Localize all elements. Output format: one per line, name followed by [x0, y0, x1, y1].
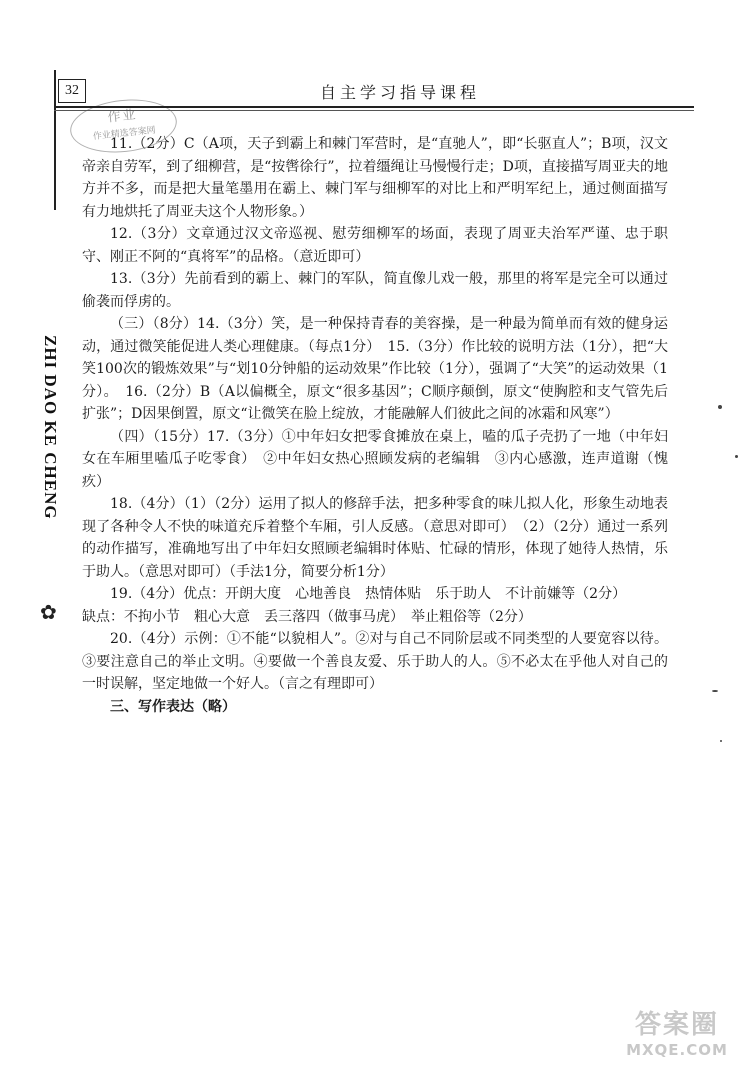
stamp-line-2: 作业精选答案网 [92, 125, 157, 143]
side-vertical-label: ZHI DAO KE CHENG [41, 335, 60, 520]
header-rule-thin [54, 110, 694, 111]
answer-19-strengths: 19.（4分）优点：开朗大度 心地善良 热情体贴 乐于助人 不计前嫌等（2分） [110, 586, 627, 602]
scan-speck [720, 740, 722, 742]
answer-12: 12.（3分）文章通过汉文帝巡视、慰劳细柳军的场面，表现了周亚夫治军严谨、忠于职守、刚正不阿的“真将军”的品格。（意近即可） [82, 226, 668, 265]
scan-speck [718, 405, 722, 409]
margin-vertical-rule [54, 70, 56, 210]
scan-speck [735, 455, 738, 458]
watermark-line-1: 答案圈 [634, 1010, 719, 1040]
header-rule [54, 106, 694, 108]
watermark-line-2: MXQE.COM [626, 1041, 728, 1059]
answer-11: 11.（2分）C（A项，天子到霸上和棘门军营时，是“直驰人”，即“长驱直人”；B项，汉文帝亲自劳军，到了细柳营，是“按辔徐行”，拉着缰绳让马慢慢行走；D项，直接描写周亚夫的地方并不多，而是把大量笔墨用在霸上、棘门军与细柳军的对比上和严明军纪上，通过侧面描写有力地烘托了周亚夫这个人物形象。） [82, 136, 668, 220]
answer-section-4: （四）（15分）17.（3分）①中年妇女把零食摊放在桌上，嗑的瓜子壳扔了一地（中年妇女在车厢里嗑瓜子吃零食） ②中年妇女热心照顾发病的老编辑 ③内心感激，连声道谢（愧疚） [82, 428, 668, 490]
scan-speck [712, 690, 718, 692]
stamp-line-1: 作业 [106, 107, 139, 126]
answer-19-weaknesses: 缺点：不拘小节 粗心大意 丢三落四（做事马虎） 举止粗俗等（2分） [82, 608, 532, 625]
running-header-title: 自主学习指导课程 [319, 83, 480, 102]
watermark-logo [612, 1004, 742, 1059]
answer-section-3: （三）（8分）14.（3分）笑，是一种保持青春的美容操，是一种最为简单而有效的健身运动，通过微笑能促进人类心理健康。（每点1分） 15.（3分）作比较的说明方法（1分），把“大笑100次的锻炼效果”与“划10分钟船的运动效果”作比较（1分），强调了“大笑”的运动效果（1分）。 16.（2分）B（A以偏概全，原文“很多基因”；C顺序颠倒，原文“使胸腔和支气管先后扩张”；D因果倒置，原文“让微笑在脸上绽放，才能融解人们彼此之间的冰霜和风寒”） [82, 316, 668, 422]
answer-20: 20.（4分）示例：①不能“以貌相人”。②对与自己不同阶层或不同类型的人要宽容以待。③要注意自己的举止文明。④要做一个善良友爱、乐于助人的人。⑤不必太在乎他人对自己的一时误解，坚定地做一个好人。（言之有理即可） [82, 631, 668, 692]
page-number: 32 [58, 79, 86, 103]
answer-13: 13.（3分）先前看到的霸上、棘门的军队，简直像儿戏一般，那里的将军是完全可以通过偷袭而俘虏的。 [82, 271, 668, 310]
side-ornament-icon: ✿ [40, 600, 57, 624]
section-heading-writing: 三、写作表达（略） [110, 698, 236, 715]
answer-content [82, 133, 668, 718]
answer-18: 18.（4分）（1）（2分）运用了拟人的修辞手法，把多种零食的味儿拟人化，形象生动地表现了各种令人不快的味道充斥着整个车厢，引人反感。（意思对即可） （2）（2分）通过一系列的动作描写，准确地写出了中年妇女照顾老编辑时体贴、忙碌的情形，体现了她待人热情，乐于助人。（意思对即可）（手法1分，简要分析1分） [82, 496, 668, 580]
